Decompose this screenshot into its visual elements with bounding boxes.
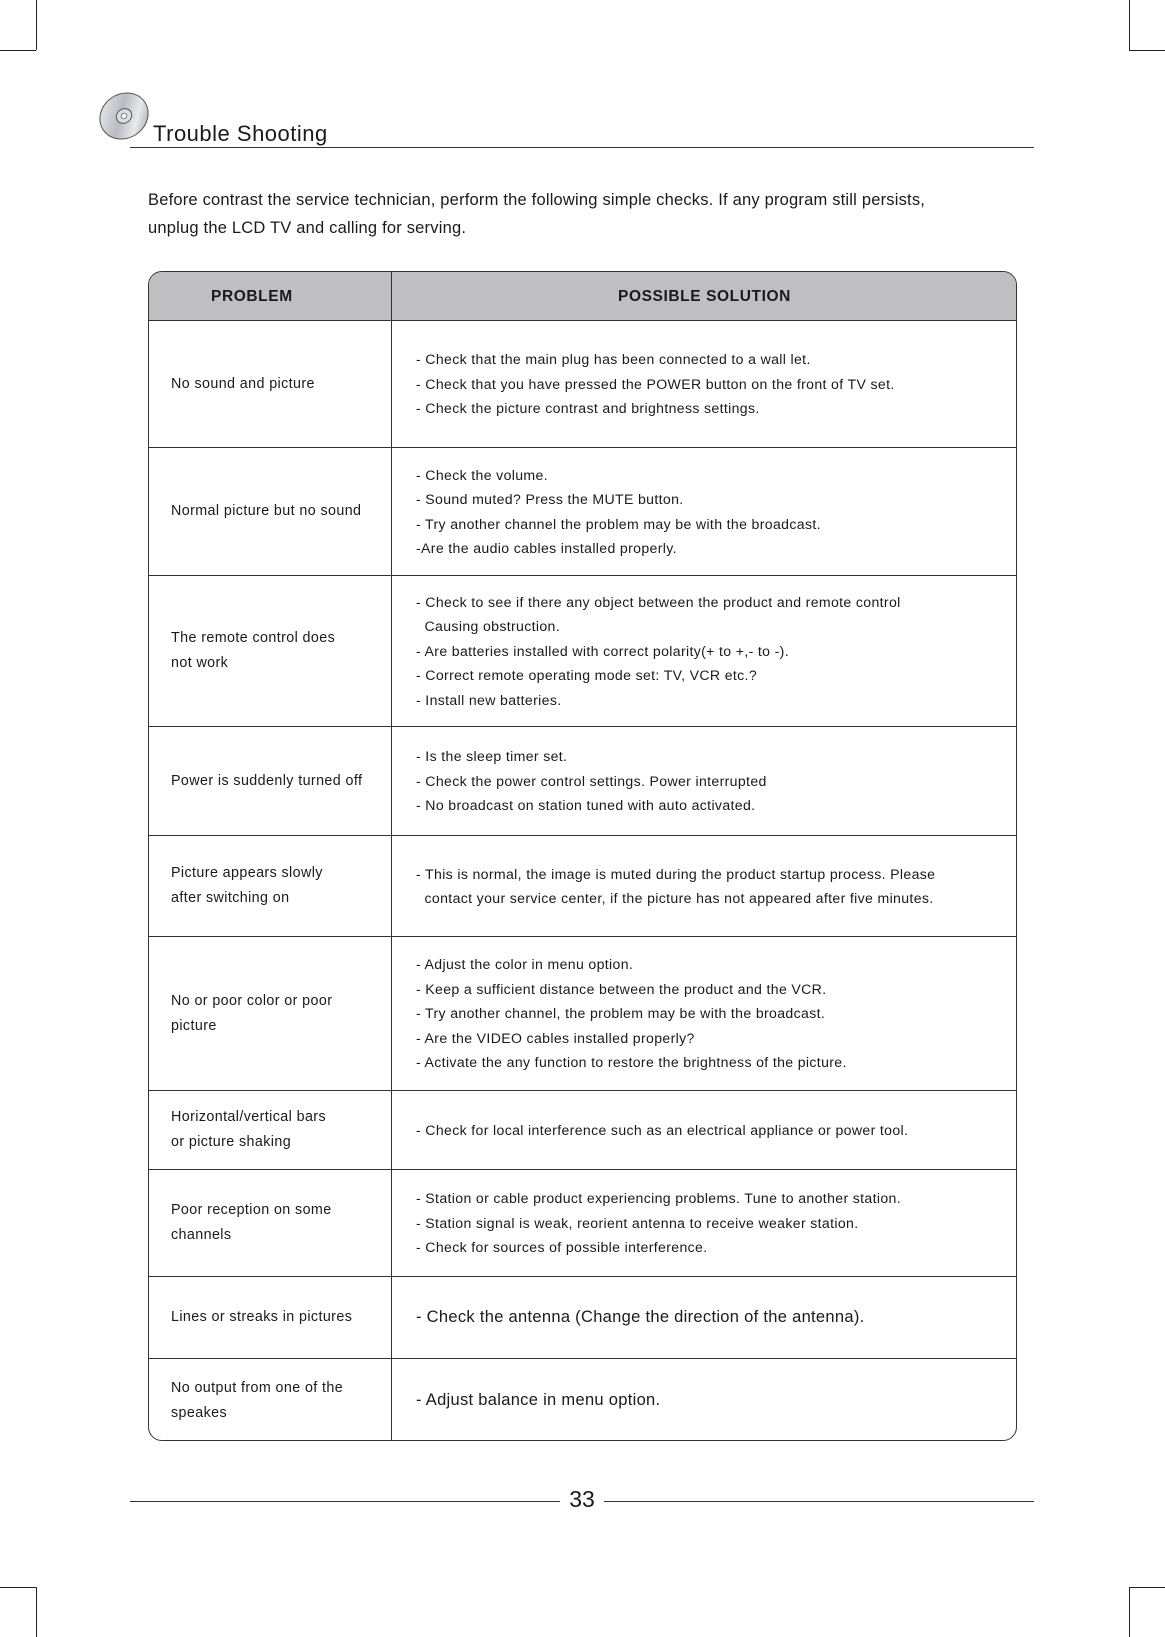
table-row — [149, 937, 1016, 1091]
footer-rule — [604, 1501, 1034, 1502]
intro-text — [148, 186, 1028, 242]
title-rule — [130, 147, 1034, 148]
solution-cell: - Is the sleep timer set. - Check the power control settings. Power interrupted - No broadcast on station tuned with auto activated. — [416, 748, 767, 814]
footer-rule — [130, 1501, 560, 1502]
problem-cell: Poor reception on some channels — [171, 1202, 332, 1243]
crop-mark — [1129, 1587, 1130, 1637]
crop-mark — [1129, 1587, 1165, 1588]
solution-cell: - Check that the main plug has been connected to a wall let. - Check that you have pressed the POWER button on the front of TV set. - Check the picture contrast and brightness settings. — [416, 351, 895, 417]
column-header-problem: PROBLEM — [211, 288, 293, 305]
problem-cell: The remote control does not work — [171, 630, 336, 671]
problem-cell: No or poor color or poor picture — [171, 992, 333, 1034]
table-row — [149, 727, 1016, 836]
solution-cell: - This is normal, the image is muted during the product startup process. Please contact your service center, if the picture has not appeared after five minutes. — [416, 865, 936, 906]
table-row — [149, 448, 1016, 576]
intro-line: Before contrast the service technician, perform the following simple checks. If any program still persists, — [148, 191, 926, 209]
problem-cell: Normal picture but no sound — [171, 503, 362, 519]
crop-mark — [36, 0, 37, 50]
solution-cell: - Check the antenna (Change the direction of the antenna). — [416, 1308, 865, 1327]
crop-mark — [0, 50, 36, 51]
table-row — [149, 1091, 1016, 1170]
crop-mark — [36, 1587, 37, 1637]
table-row — [149, 1277, 1016, 1359]
solution-cell: - Check for local interference such as an electrical appliance or power tool. — [416, 1121, 909, 1138]
crop-mark — [0, 1587, 36, 1588]
solution-cell: - Check the volume. - Sound muted? Press the MUTE button. - Try another channel the problem may be with the broadcast. -Are the audio cables installed properly. — [416, 466, 821, 556]
problem-cell: Horizontal/vertical bars or picture shaking — [171, 1109, 327, 1150]
table-row — [149, 576, 1016, 727]
problem-cell: Lines or streaks in pictures — [171, 1309, 353, 1325]
page-title: Trouble Shooting — [153, 121, 328, 146]
column-header-solution: POSSIBLE SOLUTION — [618, 288, 791, 305]
problem-cell: No sound and picture — [171, 375, 315, 392]
solution-cell: - Check to see if there any object between the product and remote control Causing obstruction. - Are batteries installed with correct polarity(+ to +,- to -). - Correct remote operating mode set: TV, VCR etc.? - Install new batteries. — [416, 593, 901, 708]
solution-cell: - Station or cable product experiencing problems. Tune to another station. - Station signal is weak, reorient antenna to receive weaker station. - Check for sources of possible interference. — [416, 1190, 901, 1256]
table-row — [149, 1170, 1016, 1277]
table-row — [149, 1359, 1016, 1441]
table-row — [149, 836, 1016, 937]
problem-cell: Picture appears slowly after switching on — [171, 865, 323, 906]
problem-cell: No output from one of the speakes — [171, 1379, 344, 1421]
crop-mark — [1129, 50, 1165, 51]
disc-icon — [96, 86, 158, 148]
table-row — [149, 321, 1016, 448]
problem-cell: Power is suddenly turned off — [171, 772, 363, 789]
solution-cell: - Adjust balance in menu option. — [416, 1391, 661, 1410]
table-header — [149, 272, 1016, 321]
crop-mark — [1129, 0, 1130, 50]
page-number: 33 — [569, 1486, 595, 1512]
solution-cell: - Adjust the color in menu option. - Keep a sufficient distance between the product and the VCR. - Try another channel, the problem may be with the broadcast. - Are the VIDEO cables installed properly? - Activate the any function to restore the brightness of the picture. — [416, 956, 847, 1071]
intro-line: unplug the LCD TV and calling for serving. — [148, 219, 467, 237]
troubleshooting-table — [148, 271, 1017, 1441]
